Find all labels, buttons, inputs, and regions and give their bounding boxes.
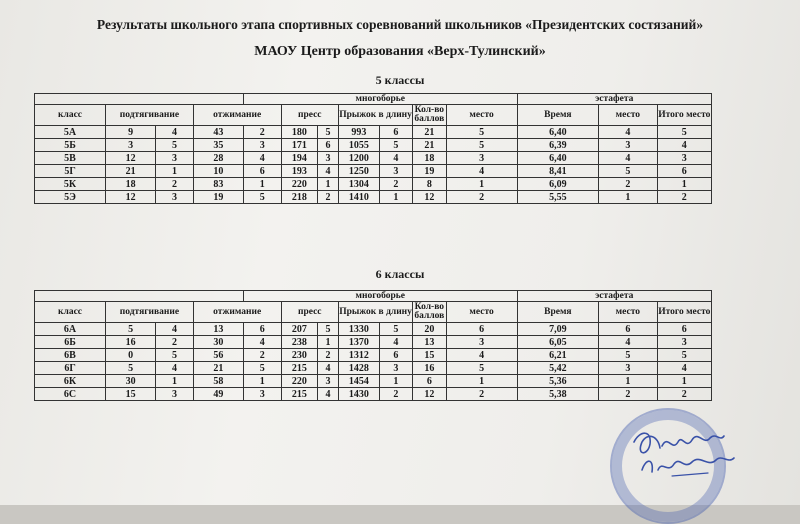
col-header-podtyagivanie: подтягивание	[106, 105, 194, 126]
class-name-cell: 6К	[35, 375, 106, 388]
table-cell: 3	[599, 139, 658, 152]
table-cell: 4	[243, 336, 281, 349]
col-header-vremya: Время	[517, 302, 598, 323]
table-cell: 30	[106, 375, 156, 388]
table-cell: 58	[193, 375, 243, 388]
table-cell: 13	[193, 323, 243, 336]
table-cell: 1	[243, 178, 281, 191]
table-cell: 5	[243, 362, 281, 375]
table-cell: 2	[379, 388, 412, 401]
table-cell: 2	[156, 336, 194, 349]
table-cell: 4	[318, 362, 339, 375]
table-cell: 1	[657, 375, 711, 388]
table-cell: 3	[156, 152, 194, 165]
table-cell: 2	[379, 178, 412, 191]
table-cell: 1312	[338, 349, 379, 362]
class-name-cell: 6А	[35, 323, 106, 336]
table-cell: 21	[413, 126, 446, 139]
table-cell: 171	[281, 139, 318, 152]
table-cell: 28	[193, 152, 243, 165]
col-header-mesto: место	[446, 302, 517, 323]
table-cell: 1	[243, 375, 281, 388]
col-header-klass: класс	[35, 105, 106, 126]
table-cell: 4	[657, 362, 711, 375]
table-cell: 1330	[338, 323, 379, 336]
table-cell: 6	[657, 323, 711, 336]
table-cell: 5,42	[517, 362, 598, 375]
class-name-cell: 6Г	[35, 362, 106, 375]
table-cell: 12	[106, 191, 156, 204]
table-cell: 1250	[338, 165, 379, 178]
table-cell: 5	[318, 126, 339, 139]
table-cell: 3	[318, 375, 339, 388]
table-cell: 43	[193, 126, 243, 139]
table-cell: 12	[413, 191, 446, 204]
col-header-klass: класс	[35, 302, 106, 323]
table-cell: 21	[106, 165, 156, 178]
table-cell: 5	[106, 362, 156, 375]
table-row	[35, 336, 712, 349]
table-cell: 12	[413, 388, 446, 401]
table-cell: 8,41	[517, 165, 598, 178]
table-cell: 6	[318, 139, 339, 152]
group-header-mnogoborie: многоборье	[243, 291, 517, 302]
class-name-cell: 5В	[35, 152, 106, 165]
class-name-cell: 6В	[35, 349, 106, 362]
table-cell: 21	[413, 139, 446, 152]
table-cell: 215	[281, 388, 318, 401]
table-cell: 4	[379, 152, 412, 165]
table-cell: 6,40	[517, 152, 598, 165]
table-cell: 1	[379, 375, 412, 388]
group-header-estafeta: эстафета	[517, 291, 711, 302]
table-cell: 4	[657, 139, 711, 152]
table-row	[35, 375, 712, 388]
class-name-cell: 5К	[35, 178, 106, 191]
table-row	[35, 323, 712, 336]
col-header-kolvo: Кол-во баллов	[414, 105, 445, 124]
table-cell: 5	[156, 349, 194, 362]
table-cell: 2	[243, 349, 281, 362]
class-name-cell: 5Б	[35, 139, 106, 152]
table-row	[35, 126, 712, 139]
table-cell: 5	[599, 165, 658, 178]
table-cell: 6	[446, 323, 517, 336]
table-cell: 2	[318, 191, 339, 204]
table-cell: 193	[281, 165, 318, 178]
table-cell: 5	[379, 323, 412, 336]
table-cell: 6,21	[517, 349, 598, 362]
table-cell: 9	[106, 126, 156, 139]
table-cell: 180	[281, 126, 318, 139]
col-header-mesto-estafeta: место	[599, 302, 658, 323]
table-cell: 3	[379, 362, 412, 375]
table-cell: 16	[106, 336, 156, 349]
table-cell: 5	[243, 191, 281, 204]
class-name-cell: 5А	[35, 126, 106, 139]
col-header-vremya: Время	[517, 105, 598, 126]
table-cell: 15	[413, 349, 446, 362]
table-cell: 19	[193, 191, 243, 204]
table-cell: 5	[156, 139, 194, 152]
table-cell: 4	[599, 152, 658, 165]
table-row	[35, 139, 712, 152]
results-table-5	[34, 93, 712, 204]
table-cell: 5,38	[517, 388, 598, 401]
col-header-mesto: место	[446, 105, 517, 126]
table-cell: 5	[446, 126, 517, 139]
table-cell: 18	[106, 178, 156, 191]
class-name-cell: 5Э	[35, 191, 106, 204]
table-cell: 1	[446, 375, 517, 388]
table-cell: 56	[193, 349, 243, 362]
table-cell: 3	[318, 152, 339, 165]
table-cell: 1	[446, 178, 517, 191]
table-cell: 3	[657, 152, 711, 165]
table-cell: 21	[193, 362, 243, 375]
table-cell: 8	[413, 178, 446, 191]
table-cell: 5	[446, 139, 517, 152]
table-row	[35, 362, 712, 375]
table-cell: 2	[156, 178, 194, 191]
table-cell: 220	[281, 375, 318, 388]
col-header-pryzhok: Прыжок в длину	[338, 302, 412, 323]
table-cell: 6	[243, 165, 281, 178]
table-cell: 6	[379, 349, 412, 362]
school-name: МАОУ Центр образования «Верх-Тулинский»	[254, 44, 546, 59]
table-cell: 1410	[338, 191, 379, 204]
table-cell: 0	[106, 349, 156, 362]
table-cell: 6	[243, 323, 281, 336]
table-cell: 5	[318, 323, 339, 336]
table-cell: 1304	[338, 178, 379, 191]
table-cell: 5,55	[517, 191, 598, 204]
class-name-cell: 5Г	[35, 165, 106, 178]
table-cell: 5	[379, 139, 412, 152]
table-cell: 1	[599, 191, 658, 204]
table-cell: 4	[156, 362, 194, 375]
table-cell: 5	[599, 349, 658, 362]
handwritten-signature	[612, 412, 762, 492]
table-cell: 2	[657, 388, 711, 401]
col-header-otzhimanie: отжимание	[193, 105, 281, 126]
table-cell: 993	[338, 126, 379, 139]
table-cell: 238	[281, 336, 318, 349]
table-cell: 2	[446, 191, 517, 204]
table-cell: 2	[318, 349, 339, 362]
table-cell: 5	[657, 349, 711, 362]
table-cell: 10	[193, 165, 243, 178]
table-cell: 215	[281, 362, 318, 375]
table-cell: 1428	[338, 362, 379, 375]
table-row	[35, 152, 712, 165]
table-cell: 6,39	[517, 139, 598, 152]
table-cell: 4	[318, 388, 339, 401]
table-cell: 5	[657, 126, 711, 139]
table-cell: 13	[413, 336, 446, 349]
section-heading-6: 6 классы	[375, 267, 425, 281]
col-header-itogo: Итого место	[657, 302, 711, 323]
table-cell: 83	[193, 178, 243, 191]
table-cell: 4	[599, 336, 658, 349]
table-cell: 6	[599, 323, 658, 336]
table-row	[35, 191, 712, 204]
table-cell: 6	[413, 375, 446, 388]
table-cell: 3	[657, 336, 711, 349]
col-header-mesto-estafeta: место	[599, 105, 658, 126]
group-header-estafeta: эстафета	[517, 94, 711, 105]
table-cell: 194	[281, 152, 318, 165]
table-cell: 220	[281, 178, 318, 191]
class-name-cell: 6С	[35, 388, 106, 401]
col-header-pryzhok: Прыжок в длину	[338, 105, 412, 126]
table-cell: 1	[318, 178, 339, 191]
table-cell: 4	[156, 126, 194, 139]
table-cell: 19	[413, 165, 446, 178]
table-cell: 1454	[338, 375, 379, 388]
table-cell: 230	[281, 349, 318, 362]
table-cell: 2	[599, 178, 658, 191]
table-cell: 4	[446, 165, 517, 178]
table-row	[35, 178, 712, 191]
table-row	[35, 388, 712, 401]
table-cell: 3	[599, 362, 658, 375]
table-cell: 1	[318, 336, 339, 349]
table-cell: 3	[156, 191, 194, 204]
table-cell: 30	[193, 336, 243, 349]
table-cell: 3	[446, 152, 517, 165]
table-cell: 1200	[338, 152, 379, 165]
table-cell: 2	[657, 191, 711, 204]
table-cell: 20	[413, 323, 446, 336]
table-cell: 3	[106, 139, 156, 152]
table-cell: 35	[193, 139, 243, 152]
table-cell: 1370	[338, 336, 379, 349]
col-header-otzhimanie: отжимание	[193, 302, 281, 323]
table-cell: 4	[446, 349, 517, 362]
table-cell: 6	[657, 165, 711, 178]
table-cell: 1	[657, 178, 711, 191]
table-cell: 6,09	[517, 178, 598, 191]
table-cell: 4	[379, 336, 412, 349]
table-cell: 1055	[338, 139, 379, 152]
table-cell: 1	[599, 375, 658, 388]
table-cell: 3	[446, 336, 517, 349]
table-cell: 5	[446, 362, 517, 375]
table-cell: 218	[281, 191, 318, 204]
table-cell: 3	[156, 388, 194, 401]
table-cell: 1	[379, 191, 412, 204]
table-cell: 4	[318, 165, 339, 178]
table-cell: 1	[156, 375, 194, 388]
section-heading-5: 5 классы	[375, 73, 425, 87]
table-cell: 16	[413, 362, 446, 375]
results-table-6	[34, 290, 712, 401]
table-cell: 4	[243, 152, 281, 165]
table-cell: 4	[156, 323, 194, 336]
table-row	[35, 349, 712, 362]
table-cell: 2	[243, 126, 281, 139]
table-cell: 6,40	[517, 126, 598, 139]
class-name-cell: 6Б	[35, 336, 106, 349]
table-cell: 49	[193, 388, 243, 401]
table-cell: 18	[413, 152, 446, 165]
table-cell: 3	[243, 388, 281, 401]
col-header-kolvo: Кол-во баллов	[414, 302, 445, 321]
table-row	[35, 165, 712, 178]
table-cell: 12	[106, 152, 156, 165]
group-header-mnogoborie: многоборье	[243, 94, 517, 105]
table-cell: 4	[599, 126, 658, 139]
col-header-itogo: Итого место	[657, 105, 711, 126]
document-title: Результаты школьного этапа спортивных соревнований школьников «Президентских состязаний»	[96, 17, 704, 32]
table-cell: 2	[599, 388, 658, 401]
table-cell: 15	[106, 388, 156, 401]
table-cell: 5,36	[517, 375, 598, 388]
table-cell: 1430	[338, 388, 379, 401]
table-cell: 3	[379, 165, 412, 178]
col-header-press: пресс	[281, 105, 338, 126]
col-header-press: пресс	[281, 302, 338, 323]
table-cell: 6	[379, 126, 412, 139]
table-cell: 6,05	[517, 336, 598, 349]
table-cell: 1	[156, 165, 194, 178]
col-header-podtyagivanie: подтягивание	[106, 302, 194, 323]
table-cell: 5	[106, 323, 156, 336]
table-cell: 7,09	[517, 323, 598, 336]
table-cell: 207	[281, 323, 318, 336]
table-cell: 3	[243, 139, 281, 152]
table-cell: 2	[446, 388, 517, 401]
